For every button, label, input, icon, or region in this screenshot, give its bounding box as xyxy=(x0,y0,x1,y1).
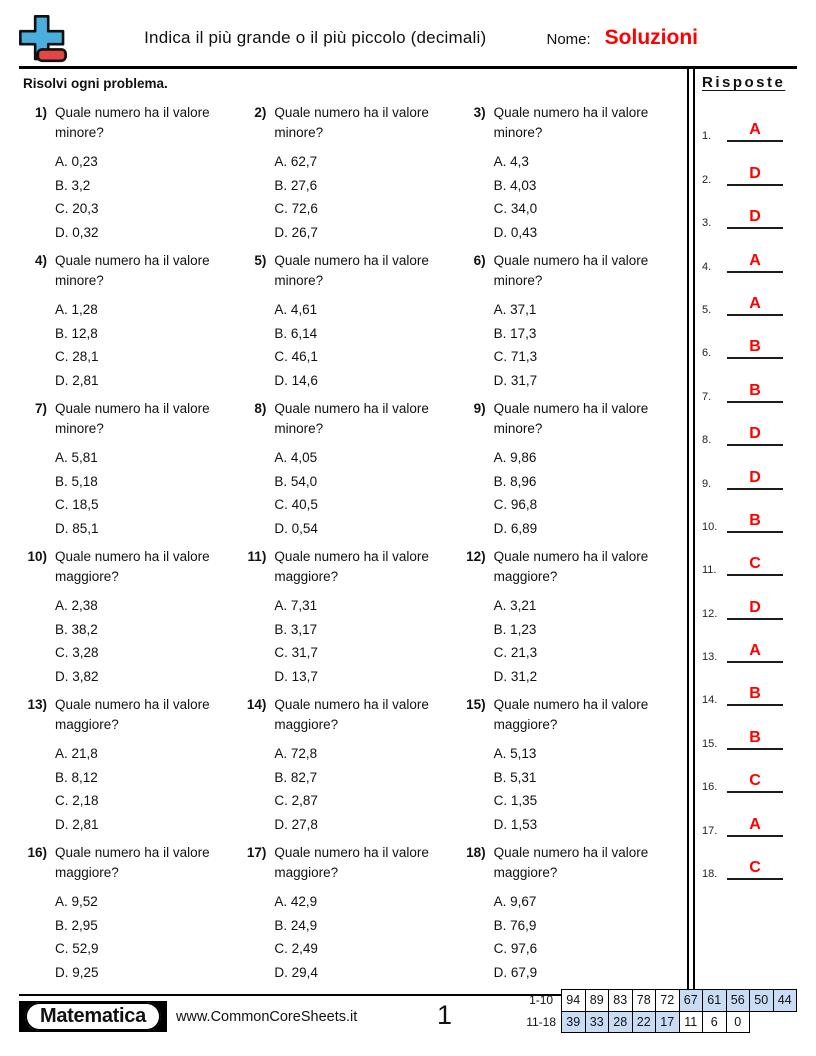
problem-body xyxy=(274,547,460,695)
answer-option: B. 27,6 xyxy=(274,177,318,193)
score-row-label: 11-18 xyxy=(526,1014,556,1029)
answer-option: A. 4,05 xyxy=(274,450,318,465)
answer-option: B. 12,8 xyxy=(55,325,98,341)
answer-option: D. 6,89 xyxy=(493,520,538,536)
problem-number: 12) xyxy=(466,549,486,564)
score-cell: 94 xyxy=(562,990,586,1012)
answer-option: B. 5,31 xyxy=(493,769,537,785)
option-list xyxy=(494,594,680,688)
answer-option: A. 72,8 xyxy=(274,746,318,761)
problems-grid xyxy=(23,103,681,991)
answer-blank: A xyxy=(727,816,783,837)
problem-18 xyxy=(462,843,681,991)
answer-blank: B xyxy=(727,685,783,706)
answer-option: D. 29,4 xyxy=(274,964,318,980)
answer-option: B. 54,0 xyxy=(274,473,318,489)
score-cell: 0 xyxy=(726,1011,750,1033)
problem-body xyxy=(274,695,460,843)
score-cell: 61 xyxy=(703,990,727,1012)
answer-number: 16. xyxy=(702,781,718,794)
answer-row xyxy=(702,408,789,451)
answer-option: B. 2,95 xyxy=(55,917,98,933)
problem-question: Quale numero ha il valore maggiore? xyxy=(493,845,649,880)
answer-option: A. 9,67 xyxy=(493,894,537,909)
score-cell: 56 xyxy=(726,990,750,1012)
answer-row xyxy=(702,321,789,364)
problem-number: 8) xyxy=(254,401,267,416)
problem-number: 10) xyxy=(27,549,47,564)
answer-blank: C xyxy=(727,859,783,880)
problem-13 xyxy=(23,695,242,843)
problem-question: Quale numero ha il valore maggiore? xyxy=(55,549,210,584)
option-list xyxy=(494,446,680,540)
name-group xyxy=(546,26,796,50)
problem-9 xyxy=(462,399,681,547)
answer-option: A. 5,13 xyxy=(493,746,537,761)
option-list xyxy=(274,594,460,688)
score-row xyxy=(526,1011,796,1033)
problem-body xyxy=(55,251,241,399)
answer-row xyxy=(702,538,789,581)
answer-option: C. 3,28 xyxy=(55,645,99,660)
answer-option: D. 2,81 xyxy=(55,372,99,388)
answer-number: 2. xyxy=(702,173,712,186)
answer-blank: D xyxy=(727,165,783,186)
answer-option: B. 24,9 xyxy=(274,917,318,933)
answer-option: A. 4,61 xyxy=(274,302,318,317)
problem-question: Quale numero ha il valore minore? xyxy=(274,105,429,140)
answer-option: B. 8,12 xyxy=(55,769,98,785)
answer-option: C. 72,6 xyxy=(274,201,318,216)
answer-option: D. 67,9 xyxy=(493,964,538,980)
answer-blank: A xyxy=(727,121,783,142)
answer-option: B. 1,23 xyxy=(493,621,537,637)
answer-option: B. 3,2 xyxy=(55,177,91,193)
answer-option: B. 4,03 xyxy=(493,177,537,193)
site-url: www.CommonCoreSheets.it xyxy=(175,1008,358,1025)
answer-option: A. 5,81 xyxy=(55,450,98,465)
problem-14 xyxy=(242,695,461,843)
problem-body xyxy=(55,399,241,547)
score-cell: 78 xyxy=(632,990,656,1012)
answer-option: C. 46,1 xyxy=(274,349,318,364)
answer-number: 5. xyxy=(702,303,712,316)
answer-option: C. 31,7 xyxy=(274,645,318,660)
option-list xyxy=(274,298,460,392)
answer-row xyxy=(702,798,789,841)
answer-blank: D xyxy=(727,208,783,229)
answer-blank: B xyxy=(727,512,783,533)
score-table xyxy=(526,989,797,1033)
answer-option: A. 62,7 xyxy=(274,154,318,169)
answer-option: A. 37,1 xyxy=(493,302,537,317)
answer-option: C. 2,49 xyxy=(274,941,318,956)
option-list xyxy=(55,150,241,244)
score-cell: 17 xyxy=(656,1011,680,1033)
problem-question: Quale numero ha il valore maggiore? xyxy=(55,697,210,732)
score-cell: 39 xyxy=(562,1011,586,1033)
problem-8 xyxy=(242,399,461,547)
score-cell: 83 xyxy=(609,990,633,1012)
score-cell: 67 xyxy=(679,990,703,1012)
answer-row xyxy=(702,495,789,538)
answer-option: C. 20,3 xyxy=(55,201,99,216)
problem-number: 11) xyxy=(247,549,267,564)
problem-number: 16) xyxy=(27,845,47,860)
problem-3 xyxy=(462,103,681,251)
answer-option: D. 3,82 xyxy=(55,668,99,684)
brand-name: Matematica xyxy=(25,1002,161,1031)
answer-option: A. 9,86 xyxy=(493,450,537,465)
score-row-label: 1-10 xyxy=(529,993,554,1008)
answer-option: B. 5,18 xyxy=(55,473,98,489)
answer-blank: A xyxy=(727,295,783,316)
answer-option: C. 96,8 xyxy=(493,497,538,512)
answer-option: D. 14,6 xyxy=(274,372,318,388)
option-list xyxy=(274,446,460,540)
problem-1 xyxy=(23,103,242,251)
answer-option: A. 3,21 xyxy=(493,598,537,613)
problem-17 xyxy=(242,843,461,991)
answer-option: A. 0,23 xyxy=(55,154,98,169)
answer-option: C. 21,3 xyxy=(493,645,538,660)
answer-option: C. 2,87 xyxy=(274,793,318,808)
problem-number: 3) xyxy=(473,105,486,120)
answer-option: D. 2,81 xyxy=(55,816,99,832)
answer-number: 14. xyxy=(702,694,718,707)
worksheet-header xyxy=(0,0,816,66)
problems-area xyxy=(19,69,687,994)
score-cell: 28 xyxy=(609,1011,633,1033)
answer-row xyxy=(702,451,789,494)
option-list xyxy=(494,742,680,836)
answer-option: C. 34,0 xyxy=(493,201,538,216)
problem-body xyxy=(494,399,680,547)
answer-option: A. 21,8 xyxy=(55,746,98,761)
score-cell: 50 xyxy=(750,990,774,1012)
option-list xyxy=(274,742,460,836)
problem-11 xyxy=(242,547,461,695)
problem-question: Quale numero ha il valore minore? xyxy=(493,401,649,436)
problem-body xyxy=(55,103,241,251)
answer-option: D. 27,8 xyxy=(274,816,318,832)
option-list xyxy=(274,890,460,984)
problem-body xyxy=(274,103,460,251)
answer-number: 4. xyxy=(702,260,712,273)
score-cell: 33 xyxy=(585,1011,609,1033)
answer-option: A. 1,28 xyxy=(55,302,98,317)
option-list xyxy=(55,446,241,540)
problem-question: Quale numero ha il valore minore? xyxy=(274,401,429,436)
answer-blank: A xyxy=(727,252,783,273)
answer-option: A. 7,31 xyxy=(274,598,318,613)
answer-option: D. 0,32 xyxy=(55,224,99,240)
problem-2 xyxy=(242,103,461,251)
problem-body xyxy=(494,251,680,399)
problem-body xyxy=(274,399,460,547)
problem-number: 14) xyxy=(246,697,267,712)
brand-logo xyxy=(19,1001,167,1032)
answer-blank: D xyxy=(727,469,783,490)
problem-question: Quale numero ha il valore maggiore? xyxy=(274,697,429,732)
answer-number: 6. xyxy=(702,347,712,360)
worksheet-body xyxy=(19,69,797,994)
answer-number: 7. xyxy=(702,390,712,403)
answer-number: 3. xyxy=(702,217,712,230)
answer-row xyxy=(702,278,789,321)
name-label: Nome: xyxy=(546,31,591,48)
problem-number: 6) xyxy=(473,253,486,268)
answer-option: A. 9,52 xyxy=(55,894,98,909)
problem-question: Quale numero ha il valore minore? xyxy=(493,253,649,288)
problem-10 xyxy=(23,547,242,695)
answer-option: D. 0,54 xyxy=(274,520,318,536)
answer-blank: D xyxy=(727,425,783,446)
answer-option: C. 1,35 xyxy=(493,793,538,808)
answer-number: 12. xyxy=(702,607,718,620)
problem-15 xyxy=(462,695,681,843)
answer-blank: B xyxy=(727,382,783,403)
problem-question: Quale numero ha il valore maggiore? xyxy=(274,549,429,584)
answer-number: 15. xyxy=(702,737,718,750)
answer-blank: B xyxy=(727,338,783,359)
problem-number: 13) xyxy=(27,697,47,712)
problem-question: Quale numero ha il valore maggiore? xyxy=(274,845,429,880)
answer-option: B. 38,2 xyxy=(55,621,98,637)
problem-question: Quale numero ha il valore minore? xyxy=(55,105,210,140)
answer-number: 8. xyxy=(702,434,712,447)
problem-number: 17) xyxy=(246,845,267,860)
problem-body xyxy=(494,843,680,991)
problem-body xyxy=(494,547,680,695)
answer-option: C. 97,6 xyxy=(493,941,538,956)
answer-row xyxy=(702,364,789,407)
problem-body xyxy=(274,251,460,399)
problem-number: 18) xyxy=(466,845,486,860)
problem-body xyxy=(55,843,241,991)
option-list xyxy=(55,890,241,984)
answer-row xyxy=(702,842,789,885)
option-list xyxy=(274,150,460,244)
answers-title: Risposte xyxy=(702,74,786,91)
problem-4 xyxy=(23,251,242,399)
answer-option: C. 18,5 xyxy=(55,497,99,512)
answer-row xyxy=(702,104,789,147)
problem-body xyxy=(55,695,241,843)
answer-number: 1. xyxy=(702,130,712,143)
answer-option: C. 2,18 xyxy=(55,793,99,808)
answer-blank: C xyxy=(727,555,783,576)
answer-row xyxy=(702,147,789,190)
answer-option: B. 17,3 xyxy=(493,325,537,341)
answer-number: 11. xyxy=(702,564,717,577)
page-title: Indica il più grande o il più piccolo (decimali) xyxy=(144,28,487,47)
page-number: 1 xyxy=(437,1000,453,1030)
problem-16 xyxy=(23,843,242,991)
answer-option: D. 31,7 xyxy=(493,372,538,388)
problem-number: 7) xyxy=(34,401,47,416)
answer-option: D. 9,25 xyxy=(55,964,99,980)
problem-number: 1) xyxy=(34,105,47,120)
answer-row xyxy=(702,711,789,754)
score-cell: 89 xyxy=(585,990,609,1012)
answer-option: B. 82,7 xyxy=(274,769,318,785)
problem-number: 2) xyxy=(254,105,267,120)
answer-option: C. 40,5 xyxy=(274,497,318,512)
score-row xyxy=(526,990,796,1012)
option-list xyxy=(55,298,241,392)
answer-option: D. 31,2 xyxy=(493,668,538,684)
problem-question: Quale numero ha il valore maggiore? xyxy=(493,549,649,584)
option-list xyxy=(55,742,241,836)
problem-question: Quale numero ha il valore minore? xyxy=(55,401,210,436)
option-list xyxy=(494,150,680,244)
answer-option: B. 6,14 xyxy=(274,325,318,341)
answer-option: B. 3,17 xyxy=(274,621,318,637)
problem-6 xyxy=(462,251,681,399)
problem-12 xyxy=(462,547,681,695)
score-cell: 44 xyxy=(773,990,797,1012)
answer-option: A. 2,38 xyxy=(55,598,98,613)
option-list xyxy=(494,298,680,392)
problem-number: 4) xyxy=(34,253,47,268)
problem-number: 9) xyxy=(473,401,486,416)
answer-number: 13. xyxy=(702,651,718,664)
answer-option: C. 28,1 xyxy=(55,349,99,364)
score-cell: 22 xyxy=(632,1011,656,1033)
answer-number: 17. xyxy=(702,824,718,837)
problem-question: Quale numero ha il valore maggiore? xyxy=(55,845,210,880)
problem-5 xyxy=(242,251,461,399)
problem-question: Quale numero ha il valore minore? xyxy=(274,253,429,288)
answer-option: D. 13,7 xyxy=(274,668,318,684)
answer-number: 18. xyxy=(702,868,718,881)
problem-number: 5) xyxy=(254,253,267,268)
worksheet-footer xyxy=(19,994,797,1035)
option-list xyxy=(55,594,241,688)
problem-question: Quale numero ha il valore minore? xyxy=(55,253,210,288)
name-value-solutions: Soluzioni xyxy=(604,26,698,49)
answer-option: C. 52,9 xyxy=(55,941,99,956)
answer-option: D. 26,7 xyxy=(274,224,318,240)
answer-option: D. 1,53 xyxy=(493,816,538,832)
answer-option: A. 4,3 xyxy=(493,154,529,169)
problem-question: Quale numero ha il valore minore? xyxy=(493,105,649,140)
answers-panel xyxy=(695,69,797,994)
answer-option: C. 71,3 xyxy=(493,349,538,364)
problem-body xyxy=(494,103,680,251)
answer-number: 9. xyxy=(702,477,712,490)
answer-option: D. 0,43 xyxy=(493,224,538,240)
answer-row xyxy=(702,191,789,234)
score-cell: 6 xyxy=(703,1011,727,1033)
answer-blank: A xyxy=(727,642,783,663)
problem-body xyxy=(494,695,680,843)
answer-row xyxy=(702,234,789,277)
answer-blank: D xyxy=(727,599,783,620)
answer-option: B. 76,9 xyxy=(493,917,537,933)
option-list xyxy=(494,890,680,984)
problem-number: 15) xyxy=(466,697,486,712)
answers-divider xyxy=(687,69,695,994)
answer-row xyxy=(702,581,789,624)
problem-7 xyxy=(23,399,242,547)
answer-option: A. 42,9 xyxy=(274,894,318,909)
answer-option: D. 85,1 xyxy=(55,520,99,536)
answer-row xyxy=(702,668,789,711)
score-cell: 72 xyxy=(656,990,680,1012)
answer-row xyxy=(702,625,789,668)
plus-minus-math-icon xyxy=(16,13,70,65)
problem-question: Quale numero ha il valore maggiore? xyxy=(493,697,649,732)
answer-blank: C xyxy=(727,772,783,793)
answer-row xyxy=(702,755,789,798)
answer-number: 10. xyxy=(702,520,718,533)
instructions-text: Risolvi ogni problema. xyxy=(23,76,168,91)
answer-blank: B xyxy=(727,729,783,750)
problem-body xyxy=(274,843,460,991)
answer-list xyxy=(702,104,789,885)
score-cell: 11 xyxy=(679,1011,703,1033)
problem-body xyxy=(55,547,241,695)
answer-option: B. 8,96 xyxy=(493,473,537,489)
